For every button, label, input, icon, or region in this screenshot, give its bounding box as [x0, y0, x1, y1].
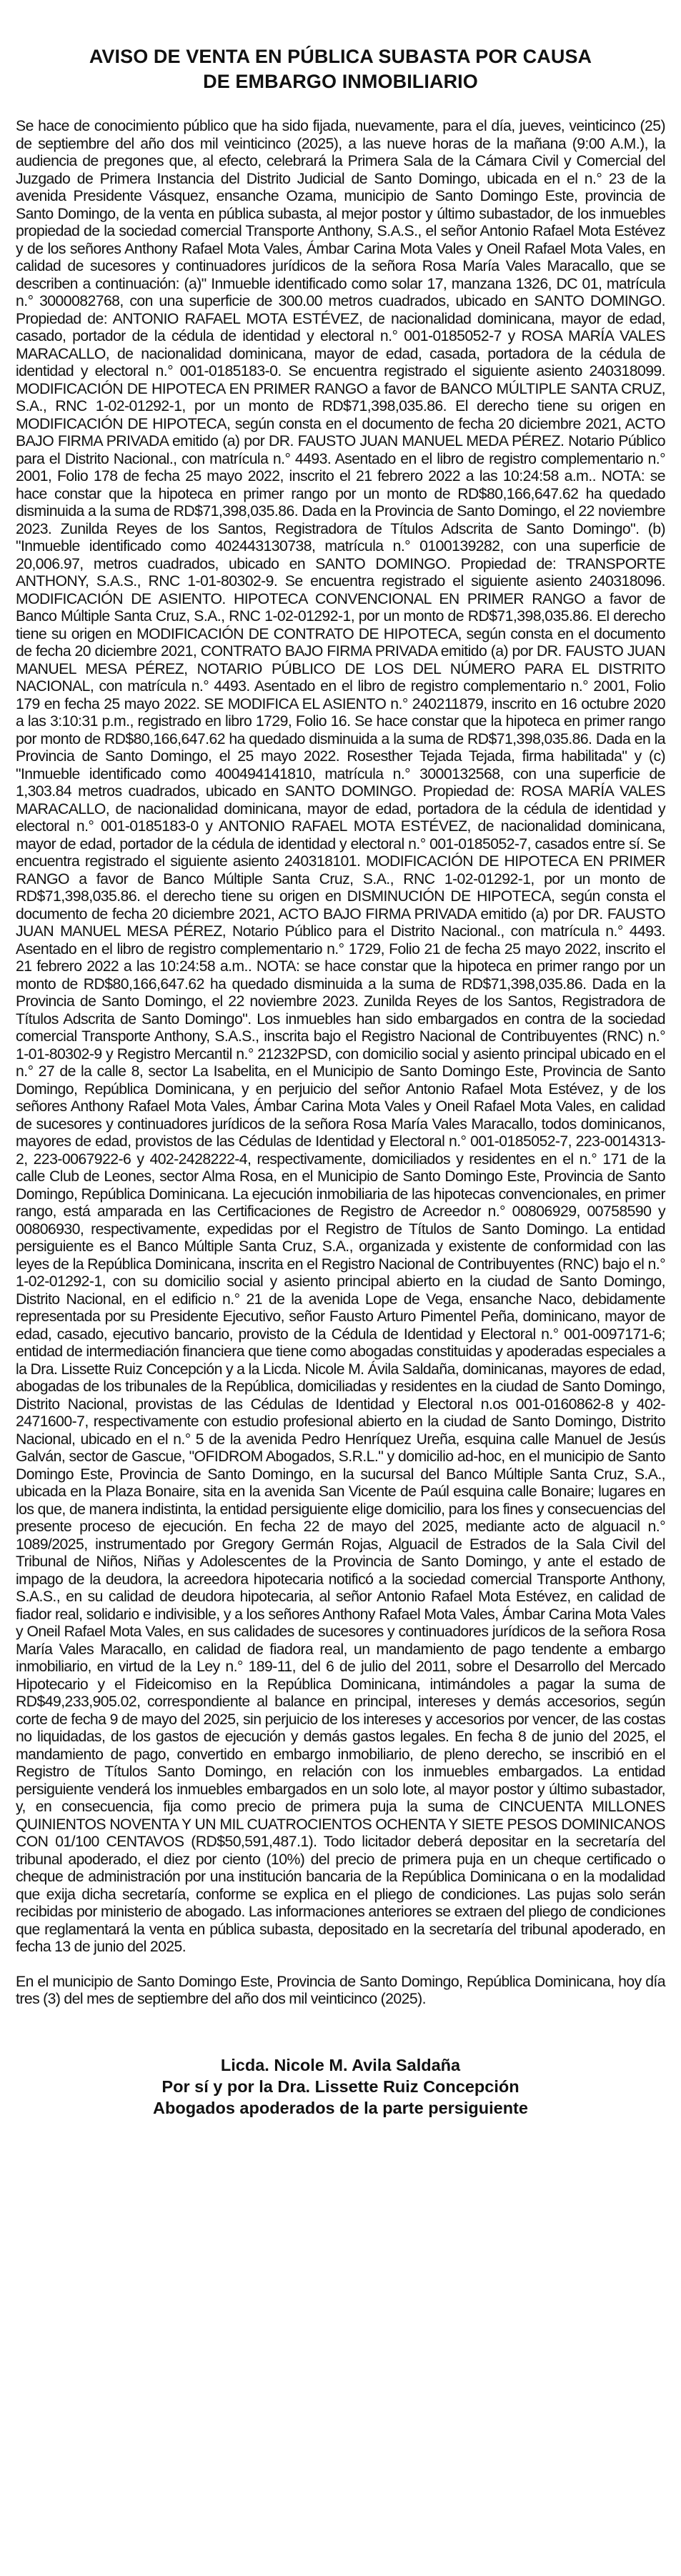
signature-block	[16, 2054, 665, 2119]
signer-name: Licda. Nicole M. Avila Saldaña	[220, 2055, 461, 2074]
auction-notice	[16, 0, 665, 2576]
signer-on-behalf: Por sí y por la Dra. Lissette Ruiz Concepción	[161, 2077, 520, 2096]
notice-title-line-2: DE EMBARGO INMOBILIARIO	[203, 71, 478, 92]
notice-body: Se hace de conocimiento público que ha sido fijada, nuevamente, para el día, jueves, veinticinco (25) de septiembre del año dos mil veinticinco (2025), a las nueve horas de la mañana (9:00 A.M.), la audiencia de pregones que, al efecto, celebrará la Primera Sala de la Cámara Civil y Comercial del Juzgado de Primera Instancia del Distrito Judicial de Santo Domingo, ubicada en el n.° 23 de la avenida Presidente Vásquez, ensanche Ozama, municipio de Santo Domingo Este, provincia de Santo Domingo, de la venta en pública subasta, al mejor postor y último subastador, de los inmuebles propiedad de la sociedad comercial Transporte Anthony, S.A.S., el señor Antonio Rafael Mota Estévez y de los señores Anthony Rafael Mota Vales, Ámbar Carina Mota Vales y Oneil Rafael Mota Vales, en calidad de sucesores y continuadores jurídicos de la señora Rosa María Vales Maracallo, que se describen a continuación: (a)" Inmueble identificado como solar 17, manzana 1326, DC 01, matrícula n.° 3000082768, con una superficie de 300.00 metros cuadrados, ubicado en SANTO DOMINGO. Propiedad de: ANTONIO RAFAEL MOTA ESTÉVEZ, de nacionalidad dominicana, mayor de edad, casado, portador de la cédula de identidad y electoral n.° 001-0185052-7 y ROSA MARÍA VALES MARACALLO, de nacionalidad dominicana, mayor de edad, casada, portadora de la cédula de identidad y electoral n.° 001-0185183-0. Se encuentra registrado el siguiente asiento 240318099. MODIFICACIÓN DE HIPOTECA EN PRIMER RANGO a favor de BANCO MÚLTIPLE SANTA CRUZ, S.A., RNC 1-02-01292-1, por un monto de RD$71,398,035.86. El derecho tiene su origen en MODIFICACIÓN DE HIPOTECA, según consta en el documento de fecha 20 diciembre 2021, ACTO BAJO FIRMA PRIVADA emitido (a) por DR. FAUSTO JUAN MANUEL MEDA PÉREZ. Notario Público para el Distrito Nacional., con matrícula n.° 4493. Asentado en el libro de registro complementario n.° 2001, Folio 178 de fecha 25 mayo 2022, inscrito el 21 febrero 2022 a las 10:24:58 a.m.. NOTA: se hace constar que la hipoteca en primer rango por un monto de RD$80,166,647.62 ha quedado disminuida a la suma de RD$71,398,035.86. Dada en la Provincia de Santo Domingo, el 22 noviembre 2023. Zunilda Reyes de los Santos, Registradora de Títulos Adscrita de Santo Domingo". (b) "Inmueble identificado como 402443130738, matrícula n.° 0100139282, con una superficie de 20,006.97, metros cuadrados, ubicado en SANTO DOMINGO. Propiedad de: TRANSPORTE ANTHONY, S.A.S., RNC 1-01-80302-9. Se encuentra registrado el siguiente asiento 240318096. MODIFICACIÓN DE ASIENTO. HIPOTECA CONVENCIONAL EN PRIMER RANGO a favor de Banco Múltiple Santa Cruz, S.A., RNC 1-02-01292-1, por un monto de RD$71,398,035.86. El derecho tiene su origen en MODIFICACIÓN DE CONTRATO DE HIPOTECA, según consta en el documento de fecha 20 diciembre 2021, CONTRATO BAJO FIRMA PRIVADA emitido (a) por DR. FAUSTO JUAN MANUEL MESA PÉREZ, NOTARIO PÚBLICO DE LOS DEL NÚMERO PARA EL DISTRITO NACIONAL, con matrícula n.° 4493. Asentado en el libro de registro complementario n.° 2001, Folio 179 en fecha 25 mayo 2022. SE MODIFICA EL ASIENTO n.° 240211879, inscrito en 16 octubre 2020 a las 3:10:31 p.m., registrado en libro 1729, Folio 16. Se hace constar que la hipoteca en primer rango por monto de RD$80,166,647.62 ha quedado disminuida a la suma de RD$71,398,035.86. Dada en la Provincia de Santo Domingo, el 25 mayo 2022. Rosesther Tejada Tejada, firma habilitada" y (c) "Inmueble identificado como 400494141810, matrícula n.° 3000132568, con una superficie de 1,303.84 metros cuadrados, ubicado en SANTO DOMINGO. Propiedad de: ROSA MARÍA VALES MARACALLO, de nacionalidad dominicana, mayor de edad, portadora de la cédula de identidad y electoral n.° 001-0185183-0 y ANTONIO RAFAEL MOTA ESTÉVEZ, de nacionalidad dominicana, mayor de edad, portador de la cédula de identidad y electoral n.° 001-0185052-7, casados entre sí. Se encuentra registrado el siguiente asiento 240318101. MODIFICACIÓN DE HIPOTECA EN PRIMER RANGO a favor de Banco Múltiple Santa Cruz, S.A., RNC 1-02-01292-1, por un monto de RD$71,398,035.86. el derecho tiene su origen en DISMINUCIÓN DE HIPOTECA, según consta el documento de fecha 20 diciembre 2021, ACTO BAJO FIRMA PRIVADA emitido (a) por DR. FAUSTO JUAN MANUEL MESA PÉREZ, Notario Público para el Distrito Nacional., con matrícula n.° 4493. Asentado en el libro de registro complementario n.° 1729, Folio 21 de fecha 25 mayo 2022, inscrito el 21 febrero 2022 a las 10:24:58 a.m.. NOTA: se hace constar que la hipoteca en primer rango por un monto de RD$80,166,647.62 ha quedado disminuida a la suma de RD$71,398,035.86. Dada en la Provincia de Santo Domingo, el 22 noviembre 2023. Zunilda Reyes de los Santos, Registradora de Títulos Adscrita de Santo Domingo". Los inmuebles han sido embargados en contra de la sociedad comercial Transporte Anthony, S.A.S., inscrita bajo el Registro Nacional de Contribuyentes (RNC) n.° 1-01-80302-9 y Registro Mercantil n.° 21232PSD, con domicilio social y asiento principal ubicado en el n.° 27 de la calle 8, sector La Isabelita, en el Municipio de Santo Domingo Este, Provincia de Santo Domingo, República Dominicana, y en perjuicio del señor Antonio Rafael Mota Estévez, y de los señores Anthony Rafael Mota Vales, Ámbar Carina Mota Vales y Oneil Rafael Mota Vales, en calidad de sucesores y continuadores jurídicos de la señora Rosa María Vales Maracallo, todos dominicanos, mayores de edad, provistos de las Cédulas de Identidad y Electoral n.° 001-0185052-7, 223-0014313-2, 223-0067922-6 y 402-2428222-4, respectivamente, domiciliados y residentes en el n.° 171 de la calle Club de Leones, sector Alma Rosa, en el Municipio de Santo Domingo Este, Provincia de Santo Domingo, República Dominicana. La ejecución inmobiliaria de las hipotecas convencionales, en primer rango, está amparada en las Certificaciones de Registro de Acreedor n.° 00806929, 00758590 y 00806930, respectivamente, expedidas por el Registro de Títulos de Santo Domingo. La entidad persiguiente es el Banco Múltiple Santa Cruz, S.A., organizada y existente de conformidad con las leyes de la República Dominicana, inscrita en el Registro Nacional de Contribuyentes (RNC) bajo el n.° 1-02-01292-1, con su domicilio social y asiento principal abierto en la ciudad de Santo Domingo, Distrito Nacional, en el edificio n.° 21 de la avenida Lope de Vega, ensanche Naco, debidamente representada por su Presidente Ejecutivo, señor Fausto Arturo Pimentel Peña, dominicano, mayor de edad, casado, ejecutivo bancario, provisto de la Cédula de Identidad y Electoral n.° 001-0097171-6; entidad de intermediación financiera que tiene como abogadas constituidas y apoderadas especiales a la Dra. Lissette Ruiz Concepción y a la Licda. Nicole M. Ávila Saldaña, dominicanas, mayores de edad, abogadas de los tribunales de la República, domiciliadas y residentes en la ciudad de Santo Domingo, Distrito Nacional, provistas de las Cédulas de Identidad y Electoral n.os 001-0160862-8 y 402-2471600-7, respectivamente con estudio profesional abierto en la ciudad de Santo Domingo, Distrito Nacional, ubicado en el n.° 5 de la avenida Pedro Henríquez Ureña, esquina calle Manuel de Jesús Galván, sector de Gascue, "OFIDROM Abogados, S.R.L." y domicilio ad-hoc, en el municipio de Santo Domingo Este, Provincia de Santo Domingo, en la sucursal del Banco Múltiple Santa Cruz, S.A., ubicada en la Plaza Bonaire, sita en la avenida San Vicente de Paúl esquina calle Bonaire; lugares en los que, de manera indistinta, la entidad persiguiente elige domicilio, para los fines y consecuencias del presente proceso de ejecución. En fecha 22 de mayo del 2025, mediante acto de alguacil n.° 1089/2025, instrumentado por Gregory Germán Rojas, Alguacil de Estrados de la Sala Civil del Tribunal de Niños, Niñas y Adolescentes de la Provincia de Santo Domingo, y ante el estado de impago de la deudora, la acreedora hipotecaria notificó a la sociedad comercial Transporte Anthony, S.A.S., en su calidad de deudora hipotecaria, al señor Antonio Rafael Mota Estévez, en calidad de fiador real, solidario e indivisible, y a los señores Anthony Rafael Mota Vales, Ámbar Carina Mota Vales y Oneil Rafael Mota Vales, en sus calidades de sucesores y continuadores jurídicos de la señora Rosa María Vales Maracallo, en calidad de fiadora real, un mandamiento de pago tendente a embargo inmobiliario, en virtud de la Ley n.° 189-11, del 6 de julio del 2011, sobre el Desarrollo del Mercado Hipotecario y el Fideicomiso en la República Dominicana, intimándoles a pagar la suma de RD$49,233,905.02, correspondiente al balance en principal, intereses y demás accesorios, según corte de fecha 9 de mayo del 2025, sin perjuicio de los intereses y accesorios por vencer, de las costas no liquidadas, de los gastos de ejecución y demás gastos legales. En fecha 8 de junio del 2025, el mandamiento de pago, convertido en embargo inmobiliario, de pleno derecho, se inscribió en el Registro de Títulos Santo Domingo, en relación con los inmuebles embargados. La entidad persiguiente venderá los inmuebles embargados en un solo lote, al mayor postor y último subastador, y, en consecuencia, fija como precio de primera puja la suma de CINCUENTA MILLONES QUINIENTOS NOVENTA Y UN MIL CUATROCIENTOS OCHENTA Y SIETE PESOS DOMINICANOS CON 01/100 CENTAVOS (RD$50,591,487.1). Todo licitador deberá depositar en la secretaría del tribunal apoderado, el diez por ciento (10%) del precio de primera puja en un cheque certificado o cheque de administración por una institución bancaria de la República Dominicana o en la modalidad que exija dicha secretaría, conforme se explica en el pliego de condiciones. Las pujas solo serán recibidas por ministerio de abogado. Las informaciones anteriores se extraen del pliego de condiciones que reglamentará la venta en pública subasta, depositado en la secretaría del tribunal apoderado, en fecha 13 de junio del 2025.	[16, 118, 665, 1955]
notice-title	[16, 44, 665, 94]
notice-date-place: En el municipio de Santo Domingo Este, Provincia de Santo Domingo, República Dominicana, hoy día tres (3) del mes de septiembre del año dos mil veinticinco (2025).	[16, 1973, 665, 2007]
notice-title-line-1: AVISO DE VENTA EN PÚBLICA SUBASTA POR CAUSA	[89, 46, 592, 67]
signer-role: Abogados apoderados de la parte persiguiente	[153, 2098, 528, 2117]
